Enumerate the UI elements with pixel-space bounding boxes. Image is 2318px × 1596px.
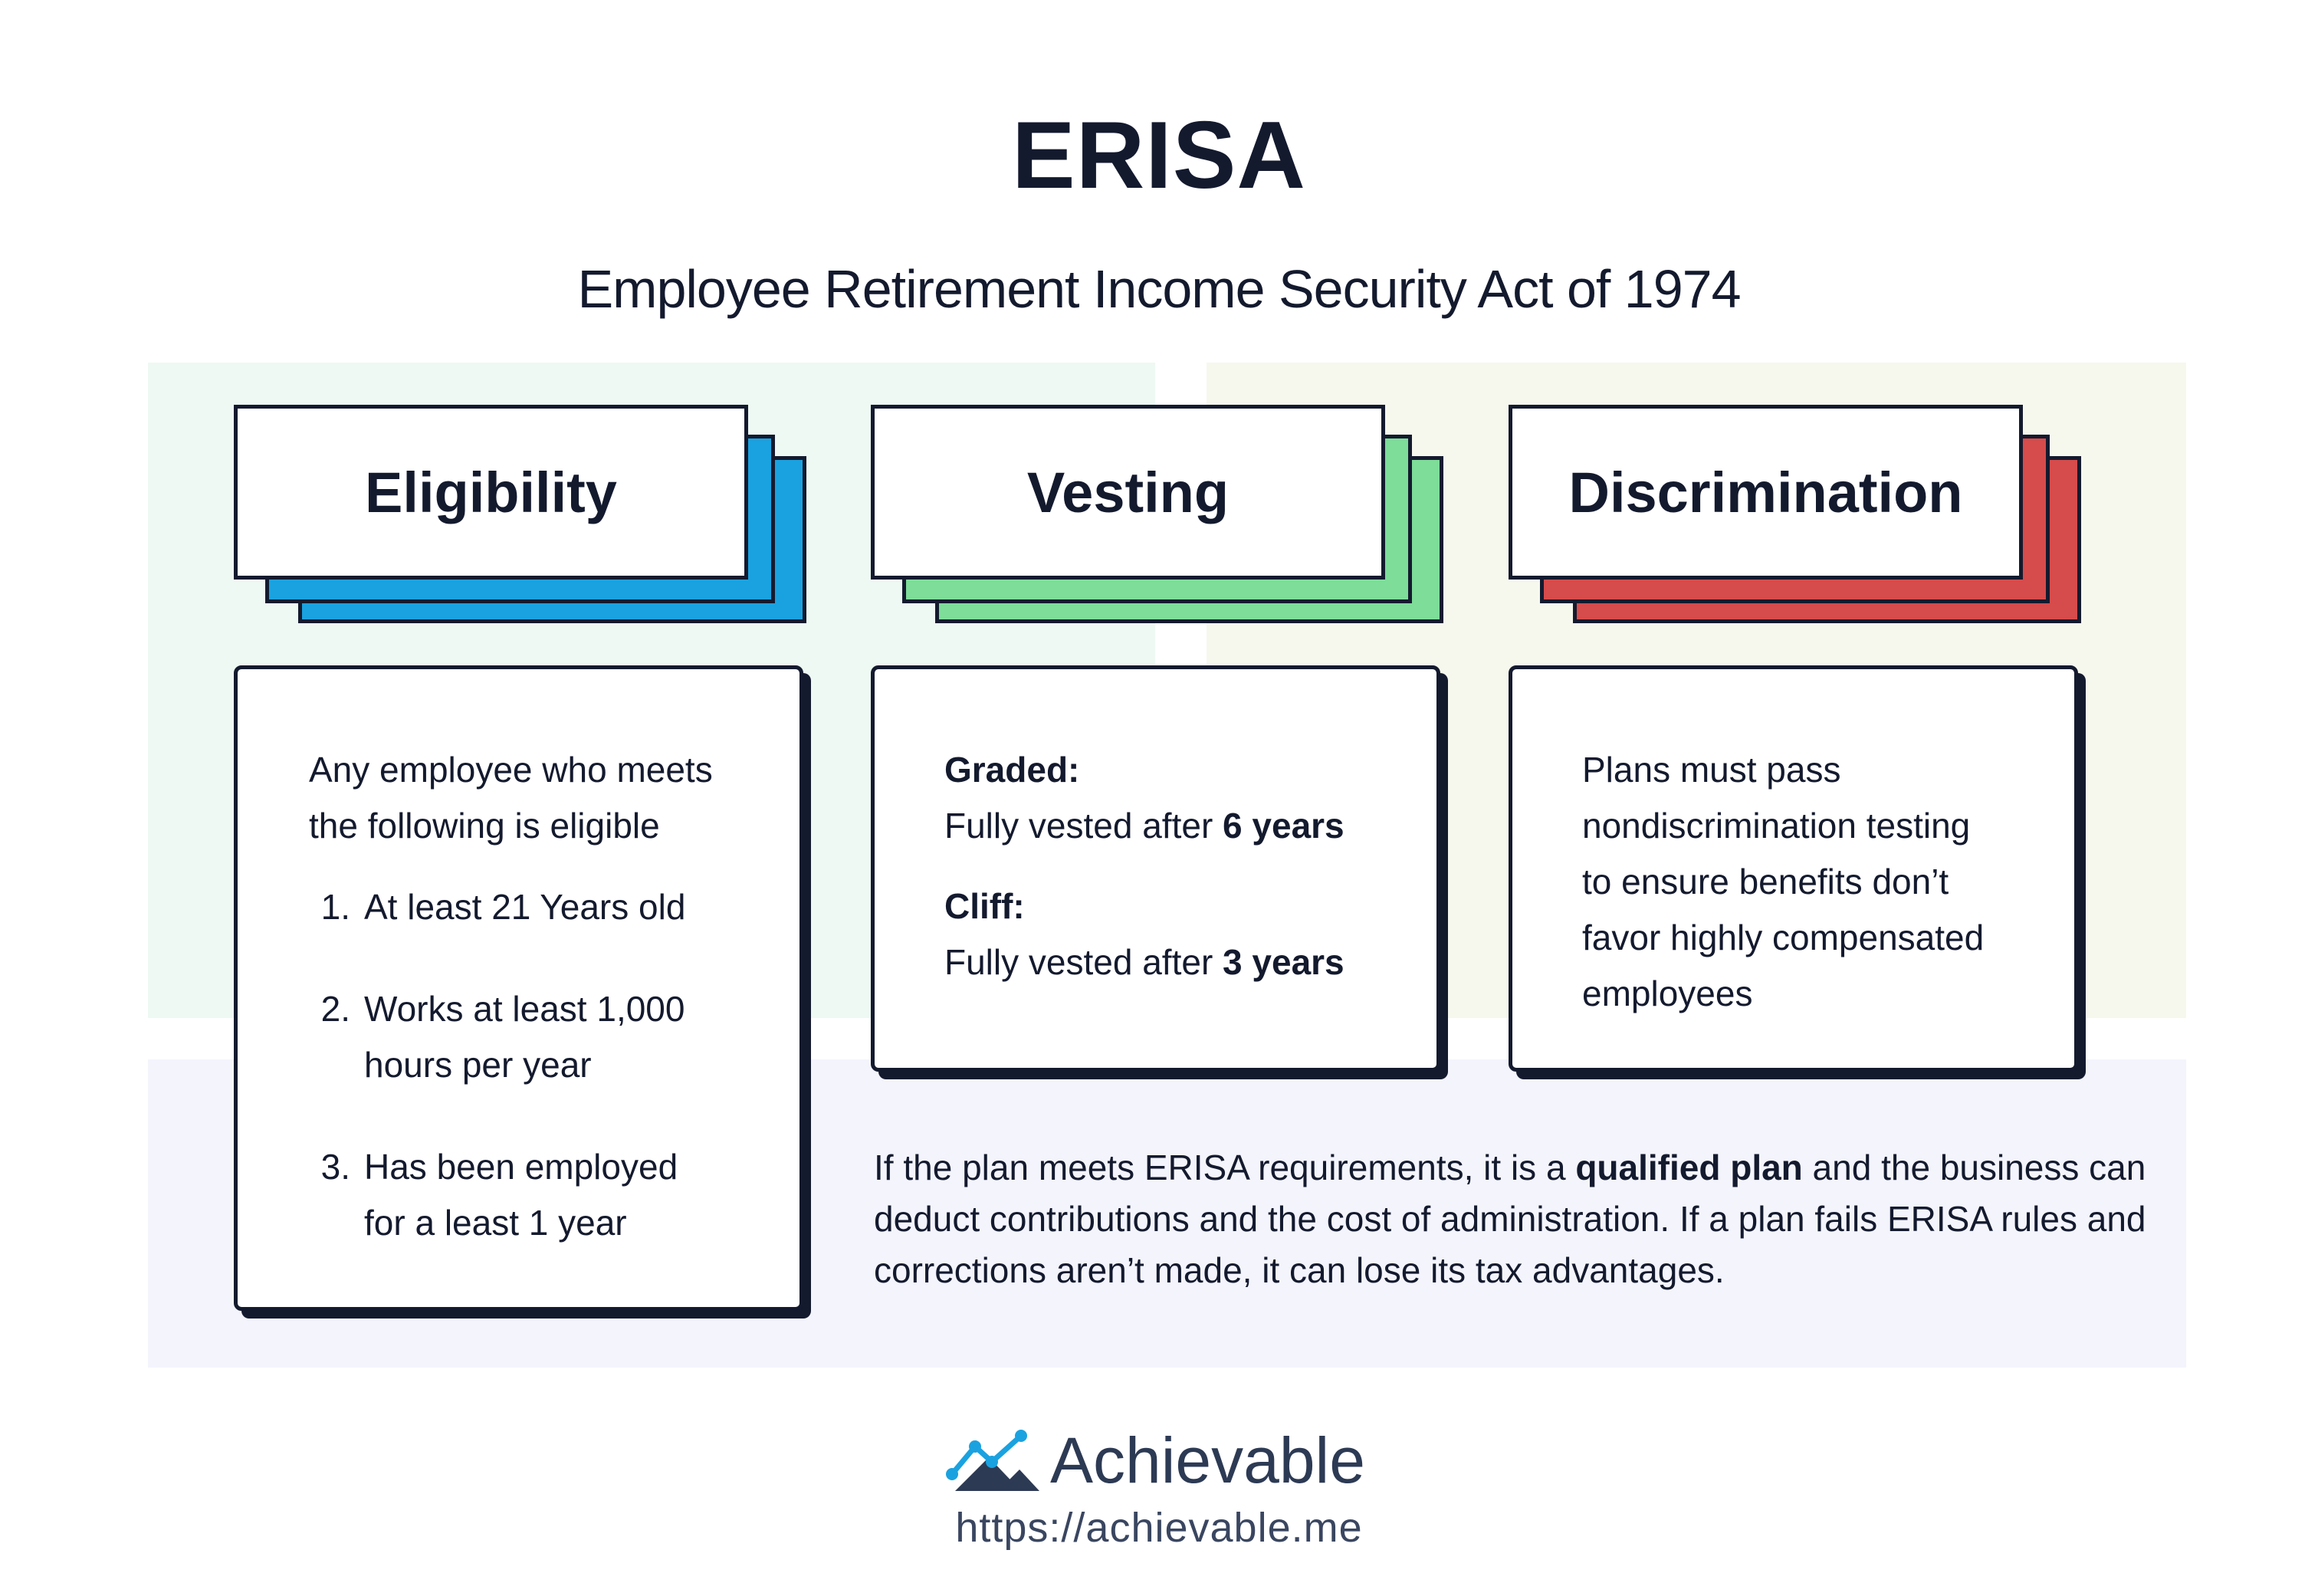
discrimination-line: favor highly compensated <box>1582 918 1985 957</box>
graded-text: Fully vested after <box>944 806 1223 846</box>
cliff-value: 3 years <box>1223 942 1345 982</box>
list-item <box>309 1139 807 1251</box>
eligibility-intro-line: Any employee who meets <box>309 750 713 790</box>
qualified-plan-note <box>874 1142 2162 1296</box>
graded-label: Graded: <box>944 750 1080 790</box>
cliff-text: Fully vested after <box>944 942 1223 982</box>
note-text: and the business can deduct contributions and the cost of administration. If a plan fails ERISA rules and corrections aren’t made, it can lose its tax advantages. <box>874 1148 2146 1290</box>
discrimination-content <box>1582 742 2042 1022</box>
cliff-label: Cliff: <box>944 886 1025 926</box>
discrimination-line: to ensure benefits don’t <box>1582 862 1949 901</box>
list-text: Has been employed <box>364 1147 678 1187</box>
page-subtitle: Employee Retirement Income Security Act of 1974 <box>577 259 1741 319</box>
page-title: ERISA <box>1012 103 1306 209</box>
list-number: 2. <box>320 989 350 1029</box>
list-text: for a least 1 year <box>364 1203 627 1243</box>
list-text: Works at least 1,000 <box>364 989 685 1029</box>
discrimination-line: employees <box>1582 974 1753 1013</box>
list-text: At least 21 Years old <box>364 887 686 927</box>
discrimination-heading: Discrimination <box>1509 405 2023 580</box>
eligibility-content <box>309 742 807 1251</box>
note-text: If the plan meets ERISA requirements, it is a <box>874 1148 1576 1187</box>
vesting-content <box>944 742 1420 990</box>
eligibility-intro-line: the following is eligible <box>309 806 660 846</box>
chart-line-mountain-icon <box>944 1430 1042 1495</box>
list-item <box>309 879 807 935</box>
brand-url[interactable]: https://achievable.me <box>955 1505 1363 1551</box>
list-item <box>309 981 807 1093</box>
list-text: hours per year <box>364 1045 592 1085</box>
eligibility-heading: Eligibility <box>234 405 748 580</box>
vesting-heading: Vesting <box>871 405 1385 580</box>
list-number: 3. <box>320 1147 350 1187</box>
discrimination-line: Plans must pass <box>1582 750 1841 790</box>
list-number: 1. <box>320 887 350 927</box>
graded-value: 6 years <box>1223 806 1345 846</box>
discrimination-line: nondiscrimination testing <box>1582 806 1971 846</box>
brand-name: Achievable <box>1050 1424 1365 1496</box>
note-bold: qualified plan <box>1575 1148 1803 1187</box>
